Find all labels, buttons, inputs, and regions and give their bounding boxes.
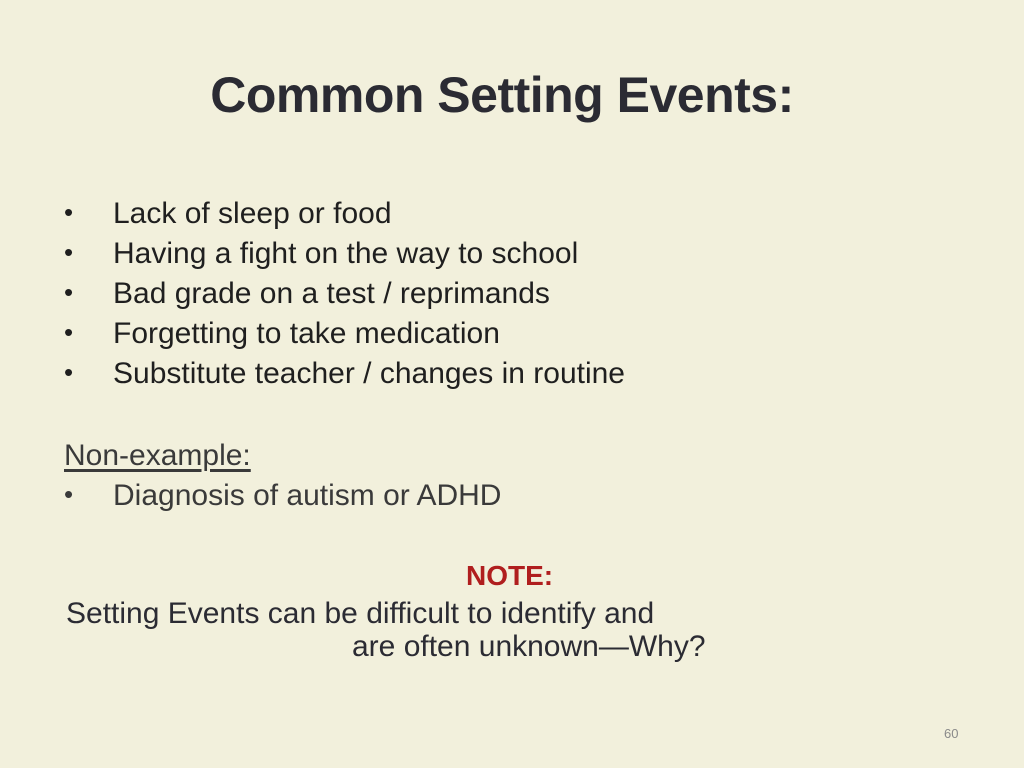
bullet-icon: • [64,479,74,509]
list-item-text: Having a fight on the way to school [113,237,579,270]
list-item [64,234,625,274]
list-item [64,274,625,314]
note-text-line-2: are often unknown—Why? [352,630,706,663]
list-item-text: Substitute teacher / changes in routine [113,357,625,390]
list-item-text: Forgetting to take medication [113,317,500,350]
bullet-icon: • [64,197,74,227]
list-item [64,354,625,394]
setting-events-list [64,194,625,394]
non-example-list [64,476,501,516]
list-item [64,476,501,516]
bullet-icon: • [64,237,74,267]
bullet-icon: • [64,277,74,307]
bullet-icon: • [64,357,74,387]
note-heading: NOTE: [466,560,554,591]
list-item-text: Diagnosis of autism or ADHD [113,479,502,512]
note-text-line-1: Setting Events can be difficult to identify and [66,597,655,630]
list-item-text: Lack of sleep or food [113,197,392,230]
list-item [64,314,625,354]
slide-title: Common Setting Events: [210,67,794,123]
page-number: 60 [944,726,959,741]
non-example-heading: Non-example: [64,439,251,472]
bullet-icon: • [64,317,74,347]
list-item [64,194,625,234]
list-item-text: Bad grade on a test / reprimands [113,277,550,310]
